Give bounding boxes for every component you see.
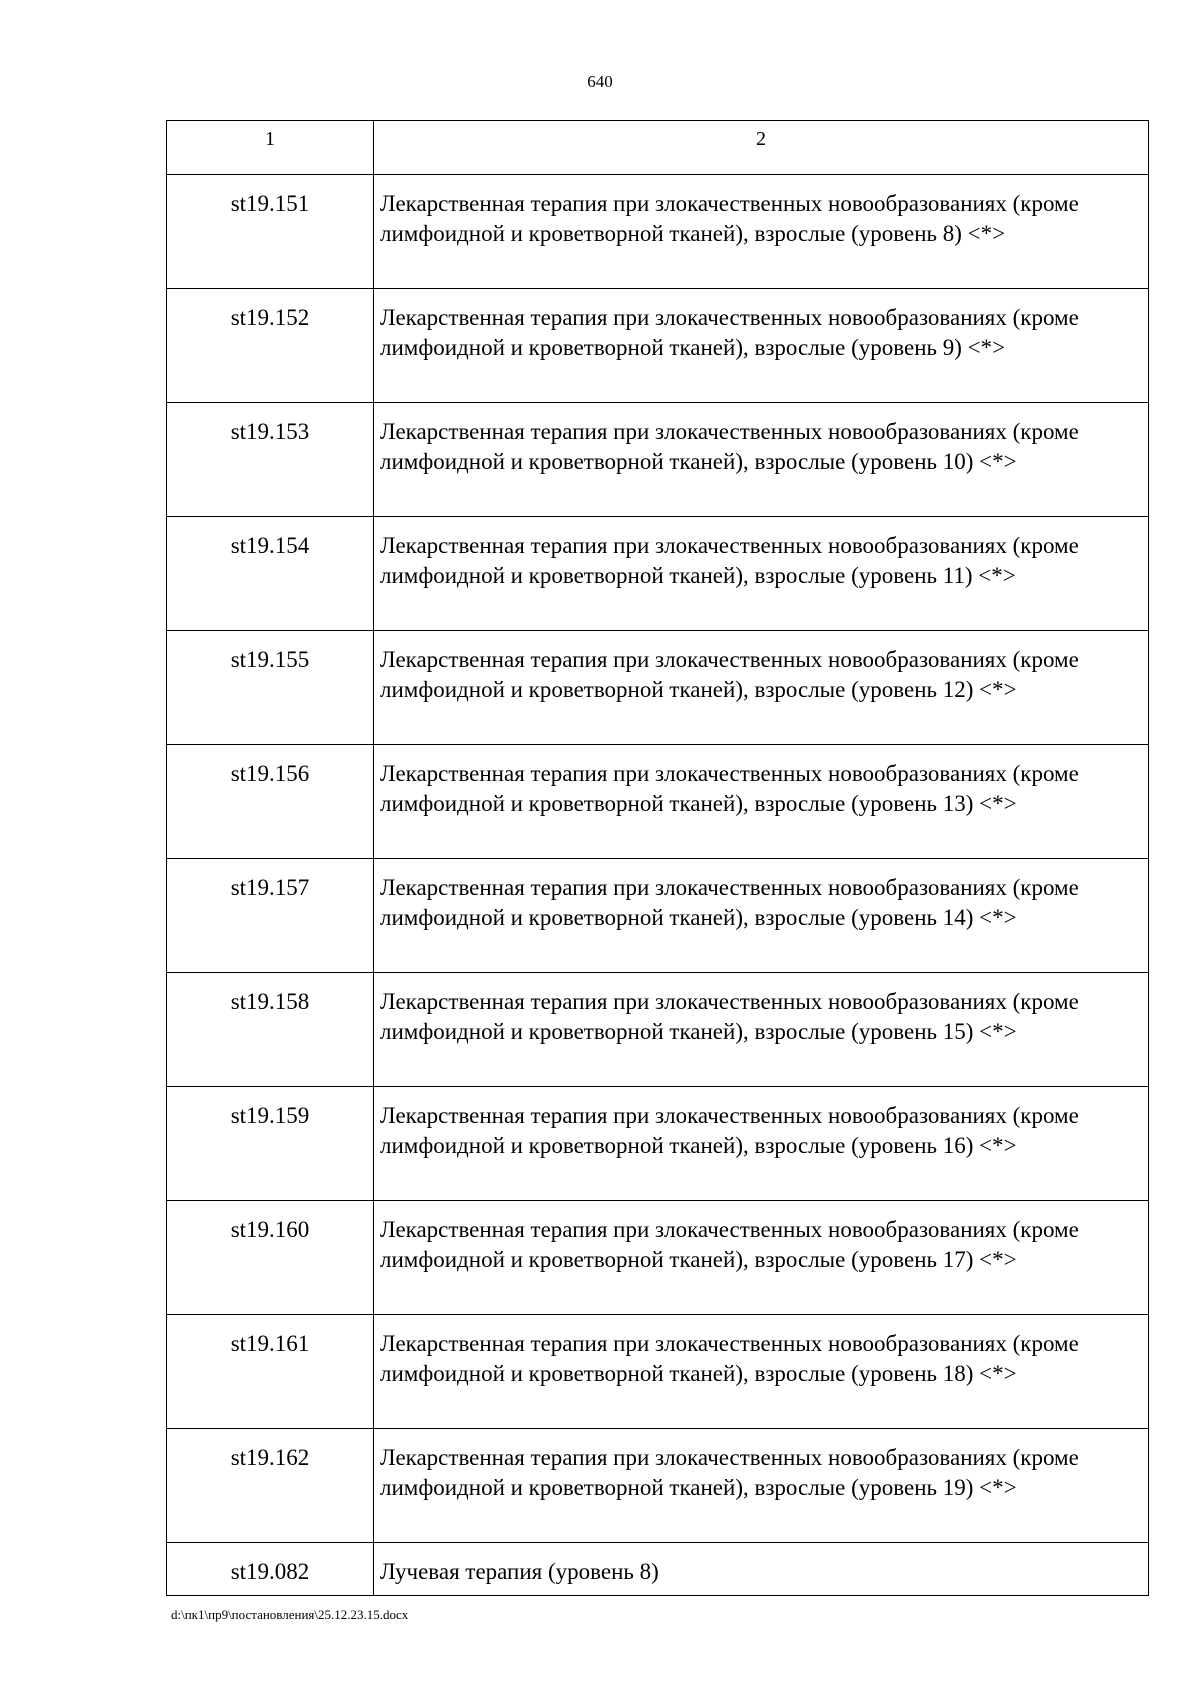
row-text-cell: Лекарственная терапия при злокачественных новообразованиях (кроме лимфоидной и кроветворной тканей), взрослые (уровень 13) <*>	[374, 745, 1149, 859]
row-text-cell: Лекарственная терапия при злокачественных новообразованиях (кроме лимфоидной и кроветворной тканей), взрослые (уровень 11) <*>	[374, 517, 1149, 631]
table-row	[167, 1315, 1149, 1429]
row-code-cell: st19.082	[167, 1543, 374, 1596]
row-code-cell: st19.153	[167, 403, 374, 517]
row-code-cell: st19.155	[167, 631, 374, 745]
table-row	[167, 1543, 1149, 1596]
table-row	[167, 175, 1149, 289]
row-text-cell: Лекарственная терапия при злокачественных новообразованиях (кроме лимфоидной и кроветворной тканей), взрослые (уровень 10) <*>	[374, 403, 1149, 517]
row-text-cell: Лекарственная терапия при злокачественных новообразованиях (кроме лимфоидной и кроветворной тканей), взрослые (уровень 8) <*>	[374, 175, 1149, 289]
table-row	[167, 517, 1149, 631]
row-text-cell: Лекарственная терапия при злокачественных новообразованиях (кроме лимфоидной и кроветворной тканей), взрослые (уровень 19) <*>	[374, 1429, 1149, 1543]
table-row	[167, 745, 1149, 859]
row-text-cell: Лучевая терапия (уровень 8)	[374, 1543, 1149, 1596]
row-code-cell: st19.161	[167, 1315, 374, 1429]
table-row	[167, 1201, 1149, 1315]
row-code-cell: st19.151	[167, 175, 374, 289]
row-text-cell: Лекарственная терапия при злокачественных новообразованиях (кроме лимфоидной и кроветворной тканей), взрослые (уровень 14) <*>	[374, 859, 1149, 973]
row-text-cell: Лекарственная терапия при злокачественных новообразованиях (кроме лимфоидной и кроветворной тканей), взрослые (уровень 12) <*>	[374, 631, 1149, 745]
page-number: 640	[587, 72, 613, 91]
table-row	[167, 1087, 1149, 1201]
table-row	[167, 1429, 1149, 1543]
header-cell-col-1: 1	[167, 121, 374, 175]
row-code-cell: st19.157	[167, 859, 374, 973]
row-text-cell: Лекарственная терапия при злокачественных новообразованиях (кроме лимфоидной и кроветворной тканей), взрослые (уровень 17) <*>	[374, 1201, 1149, 1315]
header-cell-col-2: 2	[374, 121, 1149, 175]
row-code-cell: st19.154	[167, 517, 374, 631]
table-row	[167, 403, 1149, 517]
row-code-cell: st19.160	[167, 1201, 374, 1315]
row-text-cell: Лекарственная терапия при злокачественных новообразованиях (кроме лимфоидной и кроветворной тканей), взрослые (уровень 18) <*>	[374, 1315, 1149, 1429]
row-code-cell: st19.158	[167, 973, 374, 1087]
table-row	[167, 973, 1149, 1087]
table-row	[167, 289, 1149, 403]
table-row	[167, 859, 1149, 973]
row-code-cell: st19.159	[167, 1087, 374, 1201]
row-text-cell: Лекарственная терапия при злокачественных новообразованиях (кроме лимфоидной и кроветворной тканей), взрослые (уровень 15) <*>	[374, 973, 1149, 1087]
row-text-cell: Лекарственная терапия при злокачественных новообразованиях (кроме лимфоидной и кроветворной тканей), взрослые (уровень 16) <*>	[374, 1087, 1149, 1201]
row-text-cell: Лекарственная терапия при злокачественных новообразованиях (кроме лимфоидной и кроветворной тканей), взрослые (уровень 9) <*>	[374, 289, 1149, 403]
table-row	[167, 631, 1149, 745]
row-code-cell: st19.152	[167, 289, 374, 403]
table-header-row	[167, 121, 1149, 175]
row-code-cell: st19.156	[167, 745, 374, 859]
tariff-table	[166, 120, 1149, 1596]
footer-file-path: d:\пк1\пр9\постановления\25.12.23.15.docx	[171, 1607, 409, 1622]
row-code-cell: st19.162	[167, 1429, 374, 1543]
